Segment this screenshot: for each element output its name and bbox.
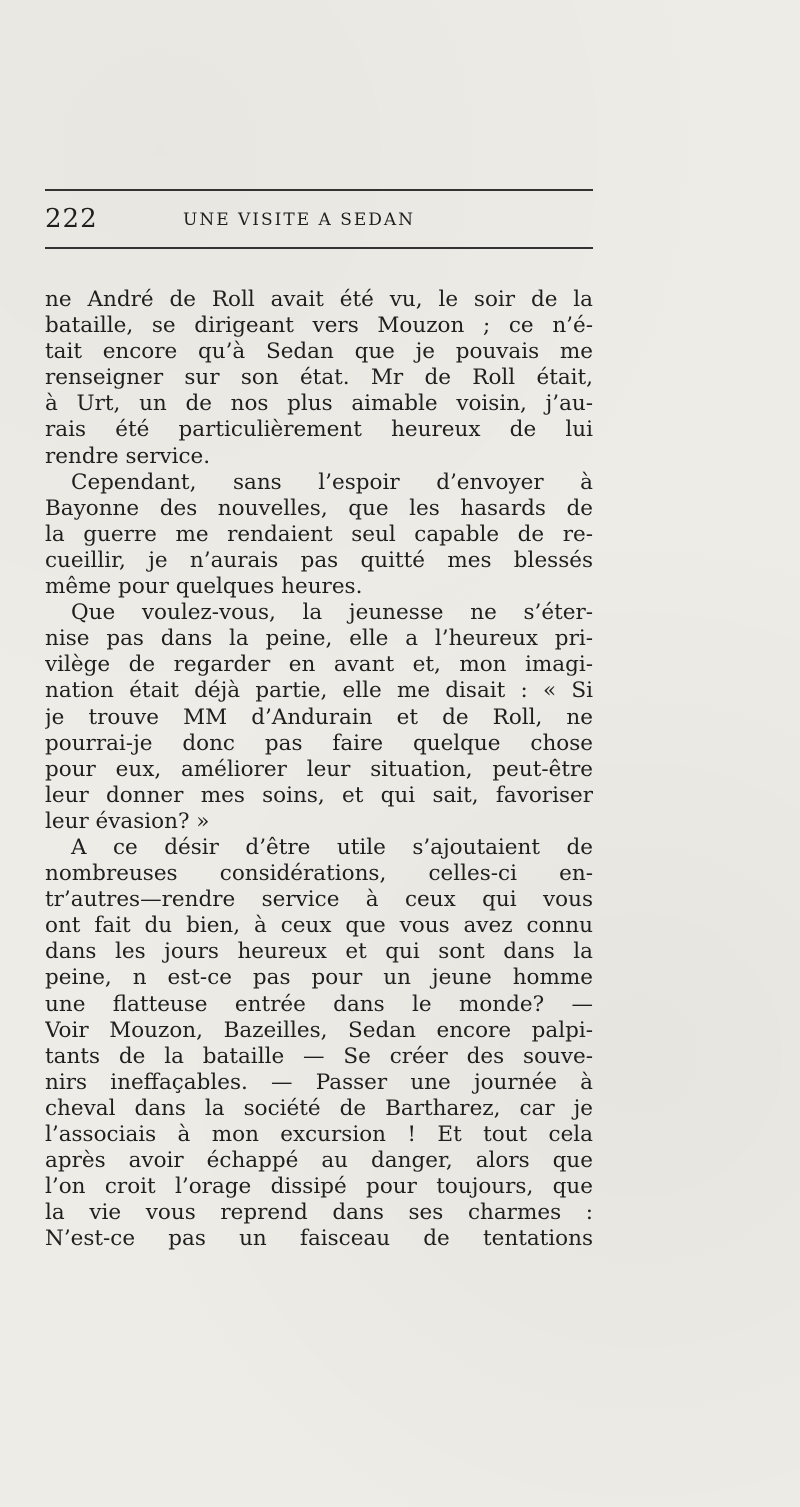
text-line: ont fait du bien, à ceux que vous avez connu <box>45 913 593 939</box>
running-title: UNE VISITE A SEDAN <box>183 210 416 230</box>
text-line: ne André de Roll avait été vu, le soir de la <box>45 287 593 312</box>
text-line: à Urt, un de nos plus aimable voisin, j’au- <box>45 391 593 417</box>
text-line: cueillir, je n’aurais pas quitté mes blessés <box>45 547 593 573</box>
text-line: l’associais à mon excursion ! Et tout cela <box>45 1122 593 1147</box>
text-line: N’est-ce pas un faisceau de tentations <box>45 1226 593 1252</box>
text-line: rendre service. <box>45 443 211 469</box>
text-line: Cependant, sans l’espoir d’envoyer à <box>71 469 593 495</box>
text-line: Que voulez-vous, la jeunesse ne s’éter- <box>71 600 593 626</box>
header-bottom-rule <box>45 247 593 249</box>
text-line: pour eux, améliorer leur situation, peut-être <box>45 756 593 782</box>
text-line: tait encore qu’à Sedan que je pouvais me <box>45 339 593 365</box>
running-header <box>45 202 593 238</box>
text-line: nise pas dans la peine, elle a l’heureux pri- <box>45 626 593 652</box>
text-line: une flatteuse entrée dans le monde? — <box>45 991 593 1017</box>
text-line: tants de la bataille — Se créer des souve- <box>45 1043 593 1069</box>
text-line: même pour quelques heures. <box>45 574 363 600</box>
text-line: bataille, se dirigeant vers Mouzon ; ce n’é- <box>45 313 593 339</box>
text-line: vilège de regarder en avant et, mon imagi- <box>45 652 593 678</box>
text-line: Bayonne des nouvelles, que les hasards de <box>45 495 593 521</box>
text-line: la guerre me rendaient seul capable de re- <box>45 521 593 547</box>
text-line: leur évasion? » <box>45 808 210 834</box>
text-line: renseigner sur son état. Mr de Roll était, <box>45 365 593 391</box>
text-line: peine, n est-ce pas pour un jeune homme <box>45 965 593 991</box>
text-line: A ce désir d’être utile s’ajoutaient de <box>71 834 593 860</box>
header-top-rule <box>45 189 593 191</box>
text-line: tr’autres—rendre service à ceux qui vous <box>45 887 593 913</box>
text-line: nirs ineffaçables. — Passer une journée à <box>45 1069 593 1095</box>
text-line: rais été particulièrement heureux de lui <box>45 417 593 443</box>
text-line: Voir Mouzon, Bazeilles, Sedan encore palpi- <box>45 1017 593 1043</box>
body-text <box>45 287 593 1252</box>
text-line: nation était déjà partie, elle me disait : « Si <box>45 678 593 704</box>
page-number: 222 <box>45 204 98 234</box>
text-line: après avoir échappé au danger, alors que <box>45 1148 593 1174</box>
text-line: dans les jours heureux et qui sont dans la <box>45 939 593 965</box>
text-line: je trouve MM d’Andurain et de Roll, ne <box>45 704 593 730</box>
text-line: pourrai-je donc pas faire quelque chose <box>45 730 593 756</box>
text-line: leur donner mes soins, et qui sait, favoriser <box>45 782 593 808</box>
text-line: nombreuses considérations, celles-ci en- <box>45 861 593 887</box>
text-line: l’on croit l’orage dissipé pour toujours, que <box>45 1174 593 1200</box>
text-line: cheval dans la société de Bartharez, car je <box>45 1095 593 1121</box>
text-line: la vie vous reprend dans ses charmes : <box>45 1200 593 1226</box>
